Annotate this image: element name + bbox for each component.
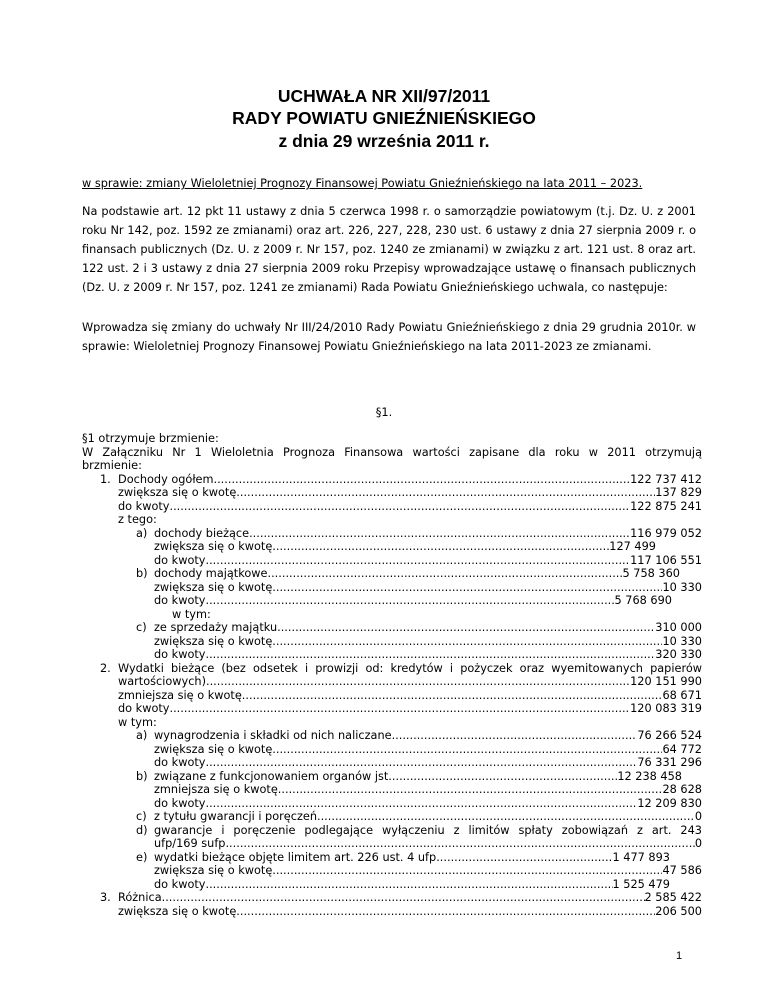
limited-expenses-result-row: do kwoty ..... 1 525 479 [82, 878, 702, 892]
salaries-row: a) wynagrodzenia i składki od nich naliczane ..... 76 266 524 [82, 729, 702, 743]
intro-paragraph: Wprowadza się zmiany do uchwały Nr III/24/2010 Rady Powiatu Gnieźnieńskiego z dnia 29 grudnia 2010r. w sprawie: Wieloletniej Prognozy Finansowej Powiatu Gnieźnieńskiego na lata 2011-2023 ze zmianami. [82, 321, 696, 353]
resolution-date: z dnia 29 września 2011 r. [278, 131, 490, 151]
authorities-result-row: do kwoty ..... 12 209 830 [82, 797, 702, 811]
excluded-guarantees-row: ufp/169 sufp ..... 0 [82, 837, 702, 851]
resolution-number: UCHWAŁA NR XII/97/2011 [277, 86, 491, 106]
body-line: W Załączniku Nr 1 Wieloletnia Prognoza Finansowa wartości zapisane dla roku w 2011 otrzymują [82, 445, 702, 459]
authorities-decrease-row: zmniejsza się o kwotę ..... 28 628 [82, 783, 702, 797]
body-line: brzmienie: [82, 459, 142, 472]
body-line: z tego: [118, 513, 157, 526]
asset-sales-increase-row: zwiększa się o kwotę ..... 10 330 [82, 635, 702, 649]
income-result-row: do kwoty ..... 122 875 241 [82, 500, 702, 514]
expenses-decrease-row: zmniejsza się o kwotę ..... 68 671 [82, 689, 702, 703]
current-income-result-row: do kwoty ..... 117 106 551 [82, 554, 702, 568]
expenses-total-row: wartościowych) ..... 120 151 990 [82, 675, 702, 689]
difference-row: 3. Różnica ..... 2 585 422 [82, 891, 702, 905]
capital-income-increase-row: zwiększa się o kwotę ..... 10 330 [82, 581, 702, 595]
income-total-row: 1. Dochody ogółem ..... 122 737 412 [82, 473, 702, 487]
asset-sales-result-row: do kwoty ..... 320 330 [82, 648, 702, 662]
amendment-body [82, 432, 702, 918]
expenses-result-row: do kwoty ..... 120 083 319 [82, 702, 702, 716]
body-line: w tym: [172, 607, 211, 621]
body-line: §1 otrzymuje brzmienie: [82, 432, 219, 445]
current-income-increase-row: zwiększa się o kwotę ..... 127 499 [82, 540, 702, 554]
section-heading: §1. [375, 406, 393, 419]
guarantees-row: c) z tytułu gwarancji i poręczeń ..... 0 [82, 810, 702, 824]
current-income-row: a) dochody bieżące ..... 116 979 052 [82, 527, 702, 541]
expenses-heading-row: 2. Wydatki bieżące (bez odsetek i prowizji od: kredytów i pożyczek oraz wyemitowanych papierów [100, 661, 702, 675]
body-line: w tym: [118, 715, 157, 729]
resolution-subject: w sprawie: zmiany Wieloletniej Prognozy Finansowej Powiatu Gnieźnieńskiego na lata 2011 – 2023. [82, 177, 643, 190]
asset-sales-row: c) ze sprzedaży majątku ..... 310 000 [82, 621, 702, 635]
limited-expenses-row: e) wydatki bieżące objęte limitem art. 226 ust. 4 ufp ..... 1 477 893 [82, 851, 702, 865]
difference-increase-row: zwiększa się o kwotę ..... 206 500 [82, 905, 702, 919]
legal-basis-paragraph: Na podstawie art. 12 pkt 11 ustawy z dnia 5 czerwca 1998 r. o samorządzie powiatowym (t.j. Dz. U. z 2001 roku Nr 142, poz. 1592 ze zmianami) oraz art. 226, 227, 228, 230 ust. 6 ustawy z dnia 27 sierpnia 2009 r. o finansach publicznych (Dz. U. z 2009 r. Nr 157, poz. 1240 ze zmianami) w związku z art. 121 ust. 8 oraz art. 122 ust. 2 i 3 ustawy z dnia 27 sierpnia 2009 roku Przepisy wprowadzające ustawę o finansach publicznych (Dz. U. z 2009 r. Nr 157, poz. 1241 ze zmianami) Rada Powiatu Gnieźnieńskiego uchwala, co następuje: [82, 205, 696, 294]
salaries-increase-row: zwiększa się o kwotę ..... 64 772 [82, 743, 702, 757]
excluded-guarantees-heading-row: d) gwarancje i poręczenie podlegające wyłączeniu z limitów spłaty zobowiązań z art. 243 [136, 823, 702, 837]
authorities-row: b) związane z funkcjonowaniem organów jst ..... 12 238 458 [82, 770, 702, 784]
salaries-result-row: do kwoty ..... 76 331 296 [82, 756, 702, 770]
council-name: RADY POWIATU GNIEŹNIEŃSKIEGO [232, 108, 536, 128]
limited-expenses-increase-row: zwiększa się o kwotę ..... 47 586 [82, 864, 702, 878]
page-number: 1 [676, 950, 683, 962]
capital-income-result-row: do kwoty ..... 5 768 690 [82, 594, 702, 608]
income-increase-row: zwiększa się o kwotę ..... 137 829 [82, 486, 702, 500]
capital-income-row: b) dochody majątkowe ..... 5 758 360 [82, 567, 702, 581]
